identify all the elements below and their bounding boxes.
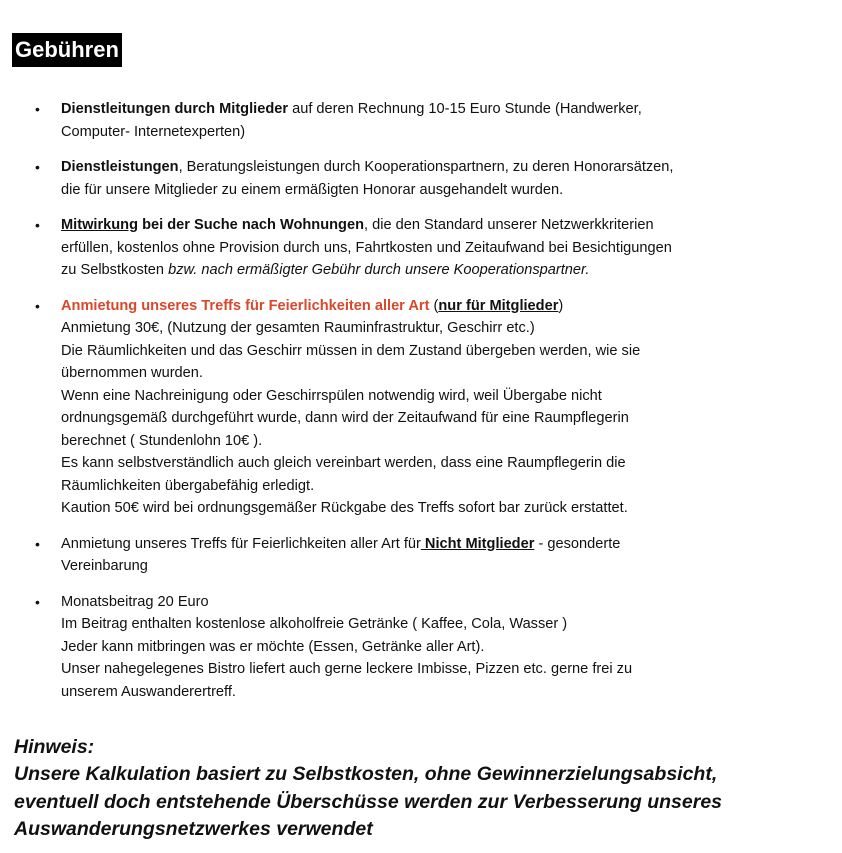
list-item: [0, 533, 830, 578]
list-item: [0, 98, 830, 143]
bullet-icon: •: [35, 217, 40, 233]
note-section: [14, 734, 722, 843]
list-item: [0, 295, 830, 520]
item-bold-underlined: nur für Mitglieder: [438, 297, 559, 314]
item-line: Im Beitrag enthalten kostenlose alkoholfreie Getränke ( Kaffee, Cola, Wasser ): [61, 616, 568, 632]
item-text: , Beratungsleistungen durch Kooperationspartnern, zu deren Honorarsätzen,: [178, 159, 674, 175]
item-text: ): [558, 297, 564, 314]
item-line: die für unsere Mitglieder zu einem ermäßigten Honorar ausgehandelt wurden.: [61, 181, 564, 198]
item-bold: Dienstleistungen: [61, 159, 179, 175]
item-bold-underlined: Nicht Mitglieder: [420, 535, 535, 552]
bullet-icon: •: [35, 101, 40, 117]
item-line: [61, 214, 830, 237]
note-line: eventuell doch entstehende Überschüsse werden zur Verbesserung unseres: [14, 790, 723, 813]
item-text: (: [429, 297, 439, 314]
item-text: - gesonderte: [534, 535, 621, 552]
item-line: Vereinbarung: [61, 558, 148, 574]
item-bold-underlined: Mitwirkung: [61, 217, 139, 233]
item-line: [61, 156, 830, 179]
item-line: Räumlichkeiten übergabefähig erledigt.: [61, 477, 315, 494]
item-line: Jeder kann mitbringen was er möchte (Essen, Getränke aller Art).: [61, 638, 485, 655]
bullet-icon: •: [35, 297, 40, 314]
item-line: übernommen wurden.: [61, 365, 203, 381]
item-line: Es kann selbstverständlich auch gleich vereinbart werden, dass eine Raumpflegerin die: [61, 455, 626, 471]
item-line: Anmietung 30€, (Nutzung der gesamten Rauminfrastruktur, Geschirr etc.): [61, 320, 535, 336]
item-line: [61, 98, 830, 121]
fee-list: [0, 98, 830, 716]
note-line: Unsere Kalkulation basiert zu Selbstkosten, ohne Gewinnerzielungsabsicht,: [14, 763, 718, 786]
item-bold: bei der Suche nach Wohnungen: [138, 217, 364, 233]
list-item: [0, 214, 830, 282]
item-line: Wenn eine Nachreinigung oder Geschirrspülen notwendig wird, weil Übergabe nicht: [61, 387, 602, 404]
item-text: Anmietung unseres Treffs für Feierlichkeiten aller Art für: [61, 535, 421, 552]
item-line: erfüllen, kostenlos ohne Provision durch uns, Fahrtkosten und Zeitaufwand bei Besichtigungen: [61, 239, 672, 256]
item-line: [61, 295, 830, 318]
note-line: Auswanderungsnetzwerkes verwendet: [14, 817, 373, 840]
item-line: unserem Auswanderertreff.: [61, 683, 236, 700]
item-bold: Dienstleitungen durch Mitglieder: [61, 101, 289, 117]
note-label: Hinweis:: [14, 736, 95, 758]
bullet-icon: •: [35, 593, 40, 610]
item-line: Monatsbeitrag 20 Euro: [61, 593, 209, 610]
item-line: [61, 259, 830, 282]
bullet-icon: •: [35, 535, 40, 552]
list-item: [0, 591, 830, 704]
item-line: Kaution 50€ wird bei ordnungsgemäßer Rückgabe des Treffs sofort bar zurück erstattet.: [61, 500, 628, 516]
item-line: ordnungsgemäß durchgeführt wurde, dann wird der Zeitaufwand für eine Raumpflegerin: [61, 410, 629, 426]
item-line: berechnet ( Stundenlohn 10€ ).: [61, 432, 263, 449]
item-text: , die den Standard unserer Netzwerkkriterien: [364, 217, 654, 233]
bullet-icon: •: [35, 159, 40, 175]
item-highlight: Anmietung unseres Treffs für Feierlichkeiten aller Art: [61, 297, 430, 314]
item-italic: bzw. nach ermäßigter Gebühr durch unsere Kooperationspartner.: [168, 262, 590, 278]
page-title: Gebühren: [12, 33, 122, 67]
item-line: Die Räumlichkeiten und das Geschirr müssen in dem Zustand übergeben werden, wie sie: [61, 342, 641, 359]
item-text: auf deren Rechnung 10-15 Euro Stunde (Handwerker,: [288, 101, 642, 117]
item-line: [61, 533, 830, 556]
item-line: Unser nahegelegenes Bistro liefert auch gerne leckere Imbisse, Pizzen etc. gerne frei zu: [61, 661, 633, 677]
item-text: zu Selbstkosten: [61, 262, 169, 278]
item-line: Computer- Internetexperten): [61, 123, 246, 140]
list-item: [0, 156, 830, 201]
